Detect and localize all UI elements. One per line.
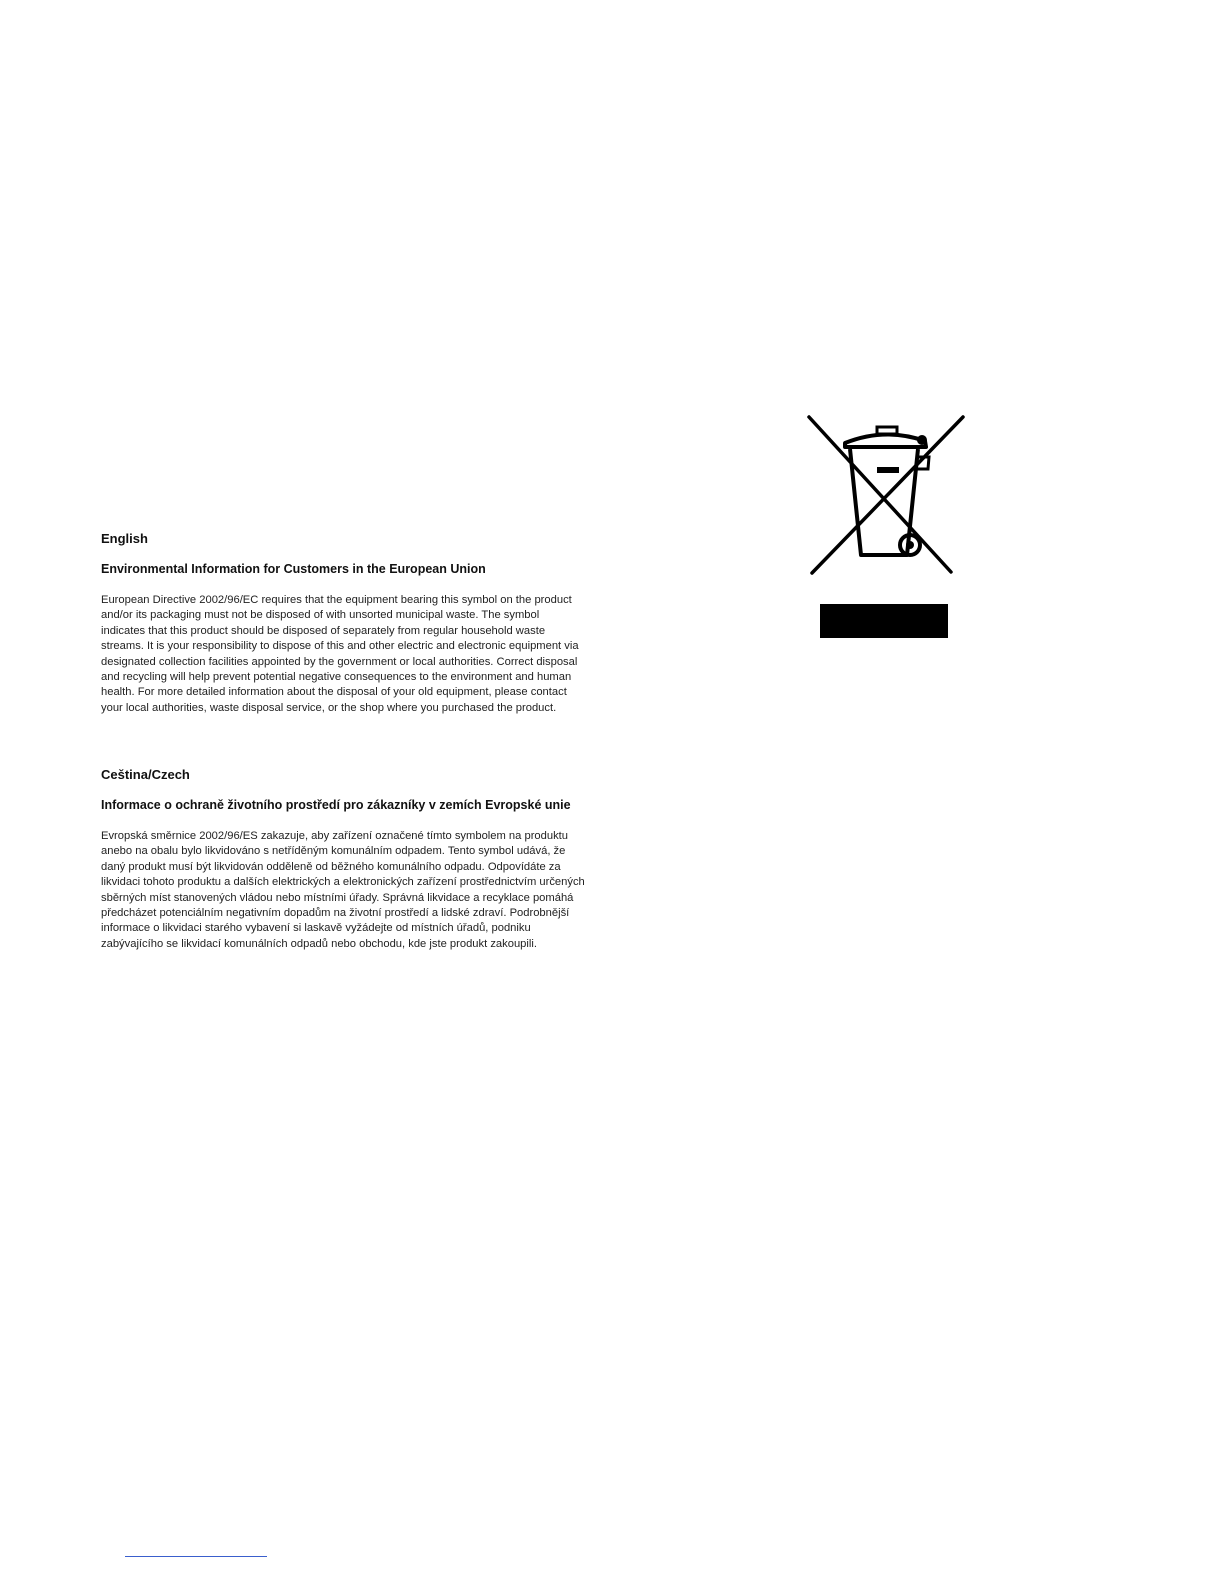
english-section: [101, 531, 586, 716]
section-title: Informace o ochraně životního prostředí pro zákazníky v zemích Evropské unie: [101, 798, 571, 812]
weee-black-bar: [820, 604, 948, 638]
czech-section: [101, 767, 586, 952]
language-heading: English: [101, 531, 148, 546]
language-heading: Ceština/Czech: [101, 767, 190, 782]
section-title: Environmental Information for Customers in the European Union: [101, 562, 486, 576]
footnote-separator: [125, 1556, 267, 1557]
crossed-out-wheelie-bin-icon: [805, 413, 967, 576]
section-body: European Directive 2002/96/EC requires that the equipment bearing this symbol on the product and/or its packaging must not be disposed of with unsorted municipal waste. The symbol indicates that this product should be disposed of separately from regular household waste streams. It is your responsibility to dispose of this and other electric and electronic equipment via designated collection facilities appointed by the government or local authorities. Correct disposal and recycling will help prevent potential negative consequences to the environment and human health. For more detailed information about the disposal of your old equipment, please contact your local authorities, waste disposal service, or the shop where you purchased the product.: [101, 594, 579, 714]
section-body: Evropská směrnice 2002/96/ES zakazuje, aby zařízení označené tímto symbolem na produktu anebo na obalu bylo likvidováno s netříděným komunálním odpadem. Tento symbol udává, že daný produkt musí být likvidován odděleně od běžného komunálního odpadu. Odpovídáte za likvidaci tohoto produktu a dalších elektrických a elektronických zařízení prostřednictvím určených sběrných míst stanovených vládou nebo místními úřady. Správná likvidace a recyklace pomáhá předcházet potenciálním negativním dopadům na životní prostředí a lidské zdraví. Podrobnější informace o likvidaci starého vybavení si laskavě vyžádejte od místních úřadů, podniku zabývajícího se likvidací komunálních odpadů nebo obchodu, kde jste produkt zakoupili.: [101, 830, 585, 950]
